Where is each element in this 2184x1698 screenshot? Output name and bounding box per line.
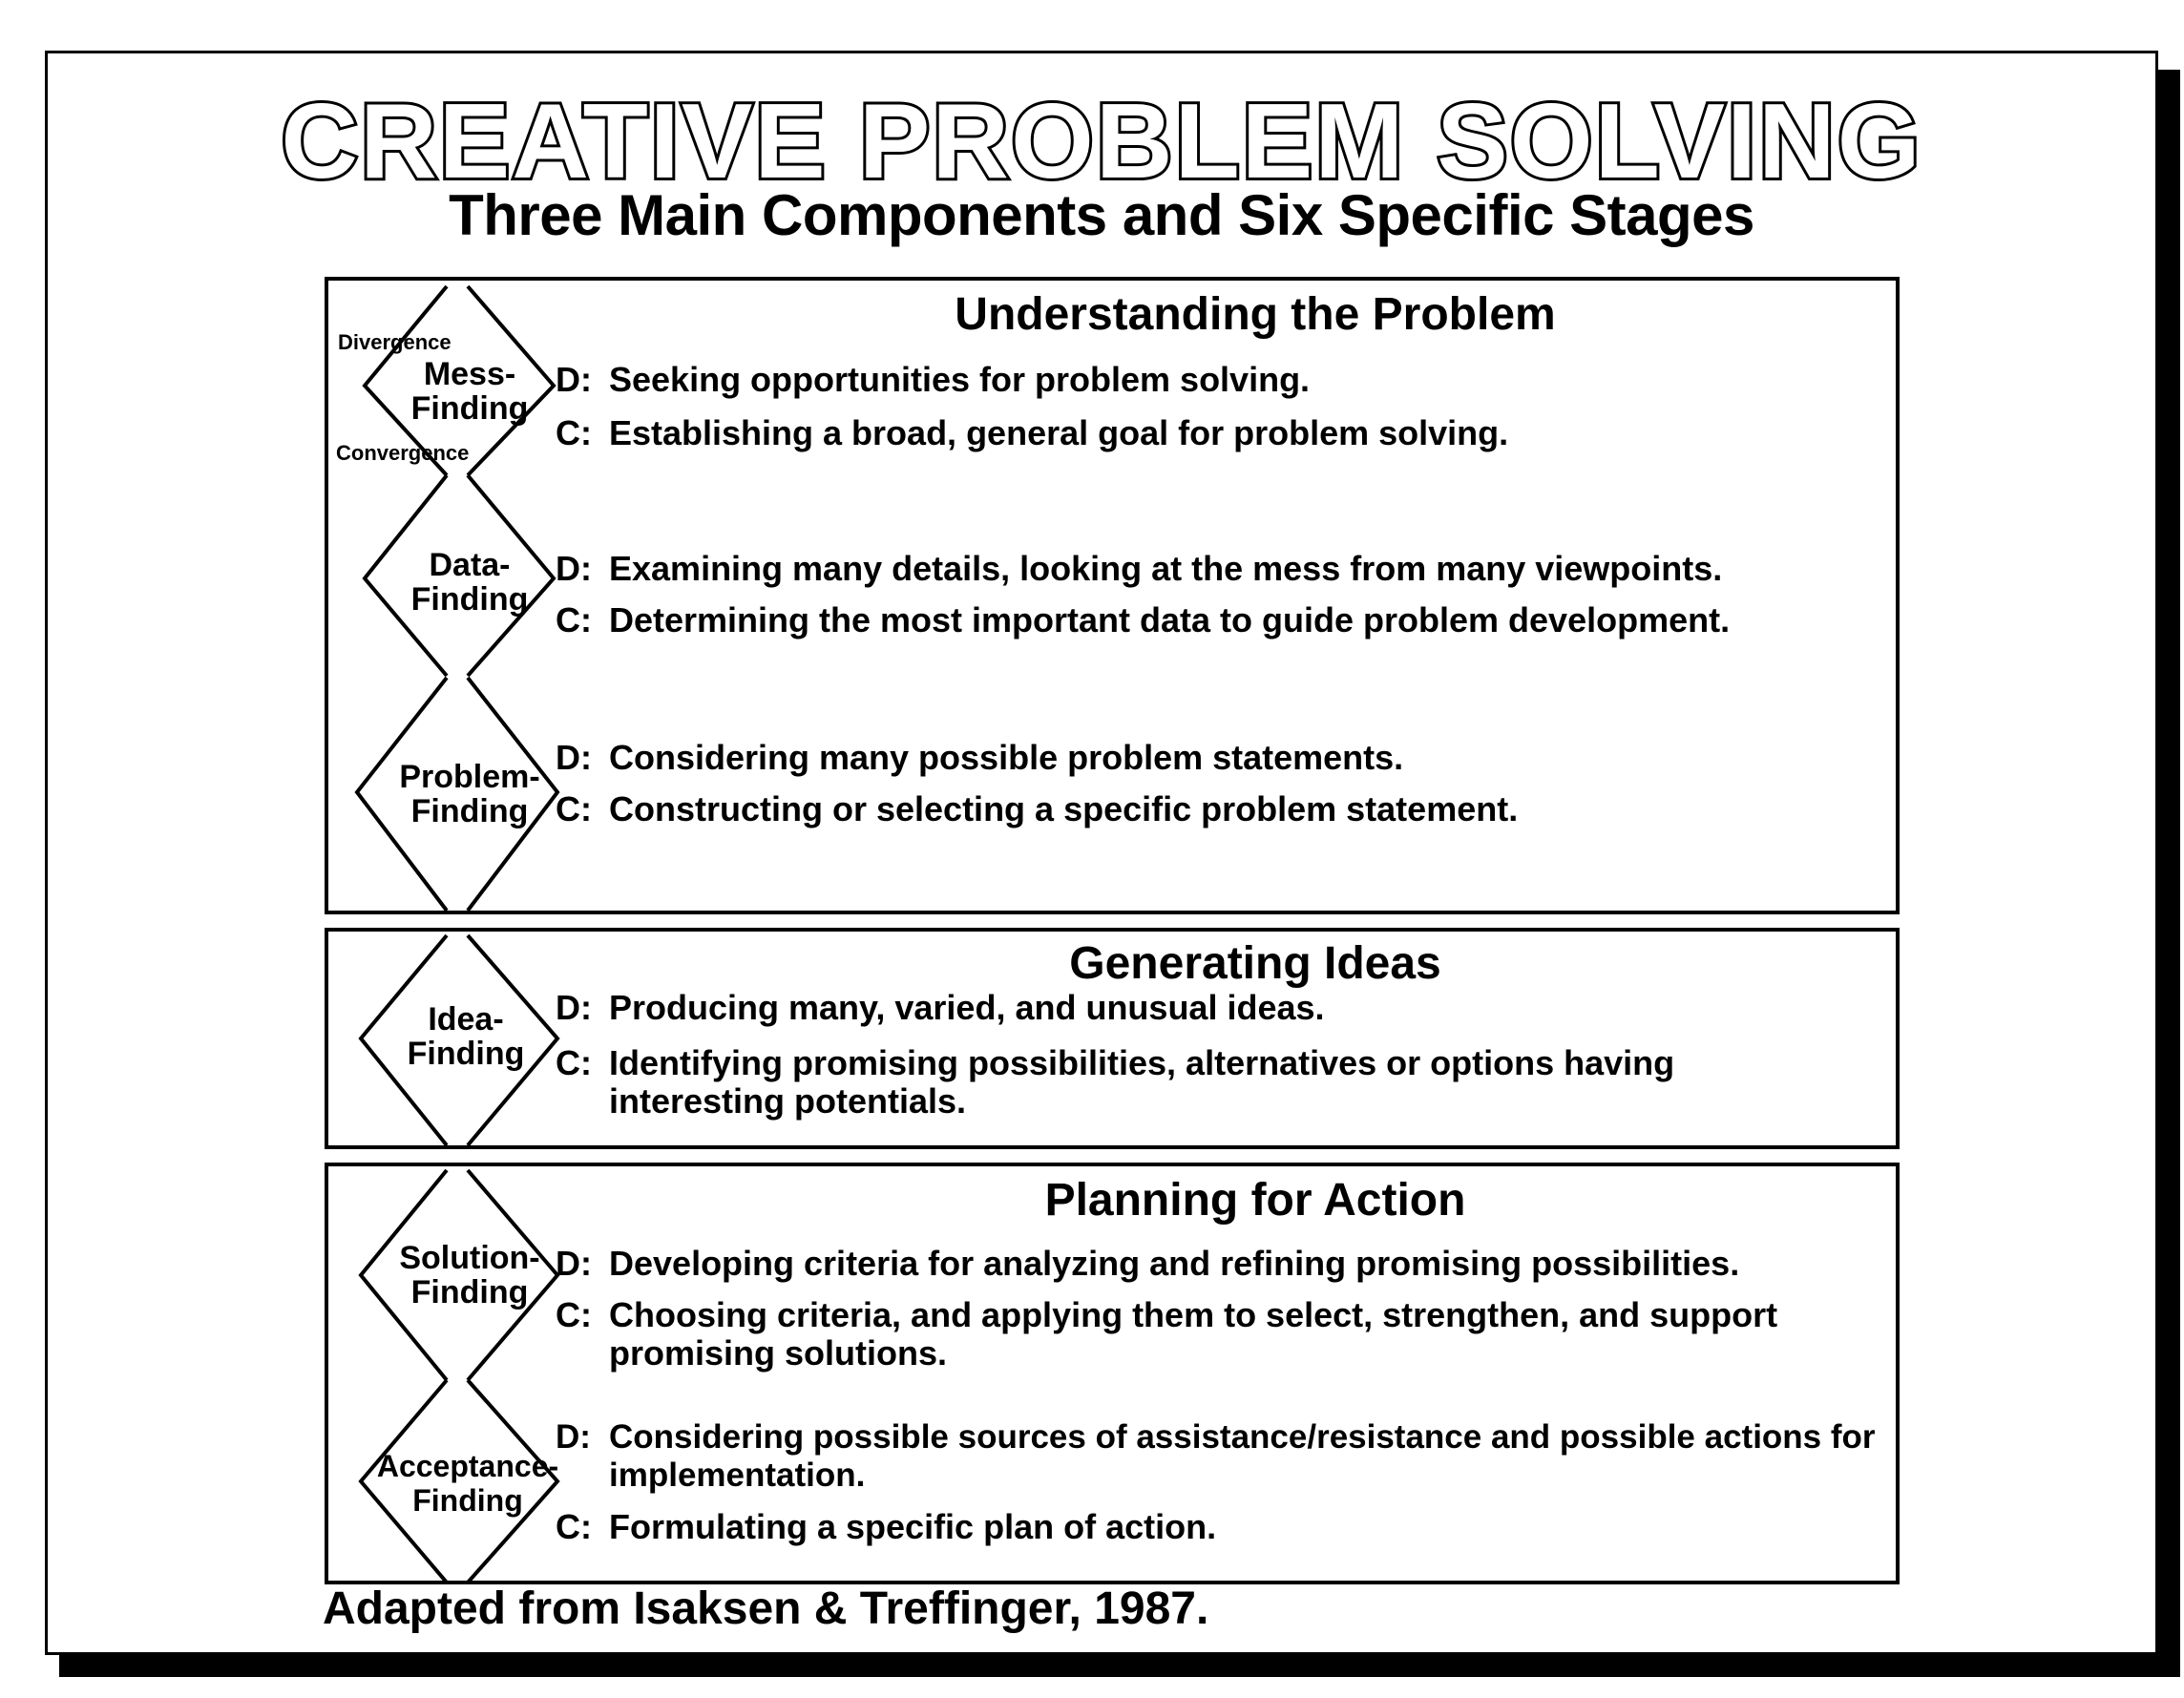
convergence-line: C: Choosing criteria, and applying them to select, strengthen, and support promising solutions.	[556, 1295, 1778, 1373]
page-title	[48, 73, 2155, 197]
stage-name: Data- Finding	[410, 547, 529, 618]
title-outline	[48, 73, 2155, 197]
component-understanding-the-problem	[325, 277, 1900, 914]
citation: Adapted from Isaksen & Treffinger, 1987.	[323, 1583, 1209, 1634]
divergence-line: D: Considering possible sources of assistance/resistance and possible actions for implementation.	[556, 1418, 1876, 1494]
title-text: CREATIVE PROBLEM SOLVING	[281, 80, 1922, 197]
stage-name: Idea- Finding	[407, 1001, 525, 1072]
convergence-line: C: Identifying promising possibilities, alternatives or options having interesting potentials.	[556, 1043, 1675, 1121]
convergence-label: Convergence	[336, 441, 470, 465]
component-heading: Understanding the Problem	[955, 289, 1556, 340]
stage-name: Acceptance- Finding	[376, 1449, 559, 1518]
convergence-line: C: Constructing or selecting a specific problem statement.	[556, 789, 1519, 828]
divergence-line: D: Seeking opportunities for problem solving.	[556, 360, 1311, 399]
convergence-line: C: Determining the most important data to guide problem development.	[556, 600, 1731, 639]
convergence-line: C: Establishing a broad, general goal for problem solving.	[556, 413, 1509, 452]
divergence-line: D: Developing criteria for analyzing and refining promising possibilities.	[556, 1244, 1740, 1283]
divergence-line: D: Examining many details, looking at the mess from many viewpoints.	[556, 549, 1723, 588]
stage-name: Solution- Finding	[399, 1240, 540, 1310]
component-heading: Generating Ideas	[1069, 938, 1441, 989]
subtitle: Three Main Components and Six Specific Stages	[449, 183, 1754, 247]
divergence-line: D: Considering many possible problem statements.	[556, 738, 1404, 777]
component-generating-ideas	[325, 928, 1900, 1149]
stage-name: Mess- Finding	[410, 356, 529, 427]
component-planning-for-action	[325, 1163, 1900, 1584]
divergence-line: D: Producing many, varied, and unusual ideas.	[556, 988, 1325, 1027]
divergence-label: Divergence	[338, 330, 452, 354]
stage-name: Problem- Finding	[399, 759, 540, 829]
convergence-line: C: Formulating a specific plan of action.	[556, 1507, 1217, 1546]
component-heading: Planning for Action	[1044, 1175, 1466, 1226]
